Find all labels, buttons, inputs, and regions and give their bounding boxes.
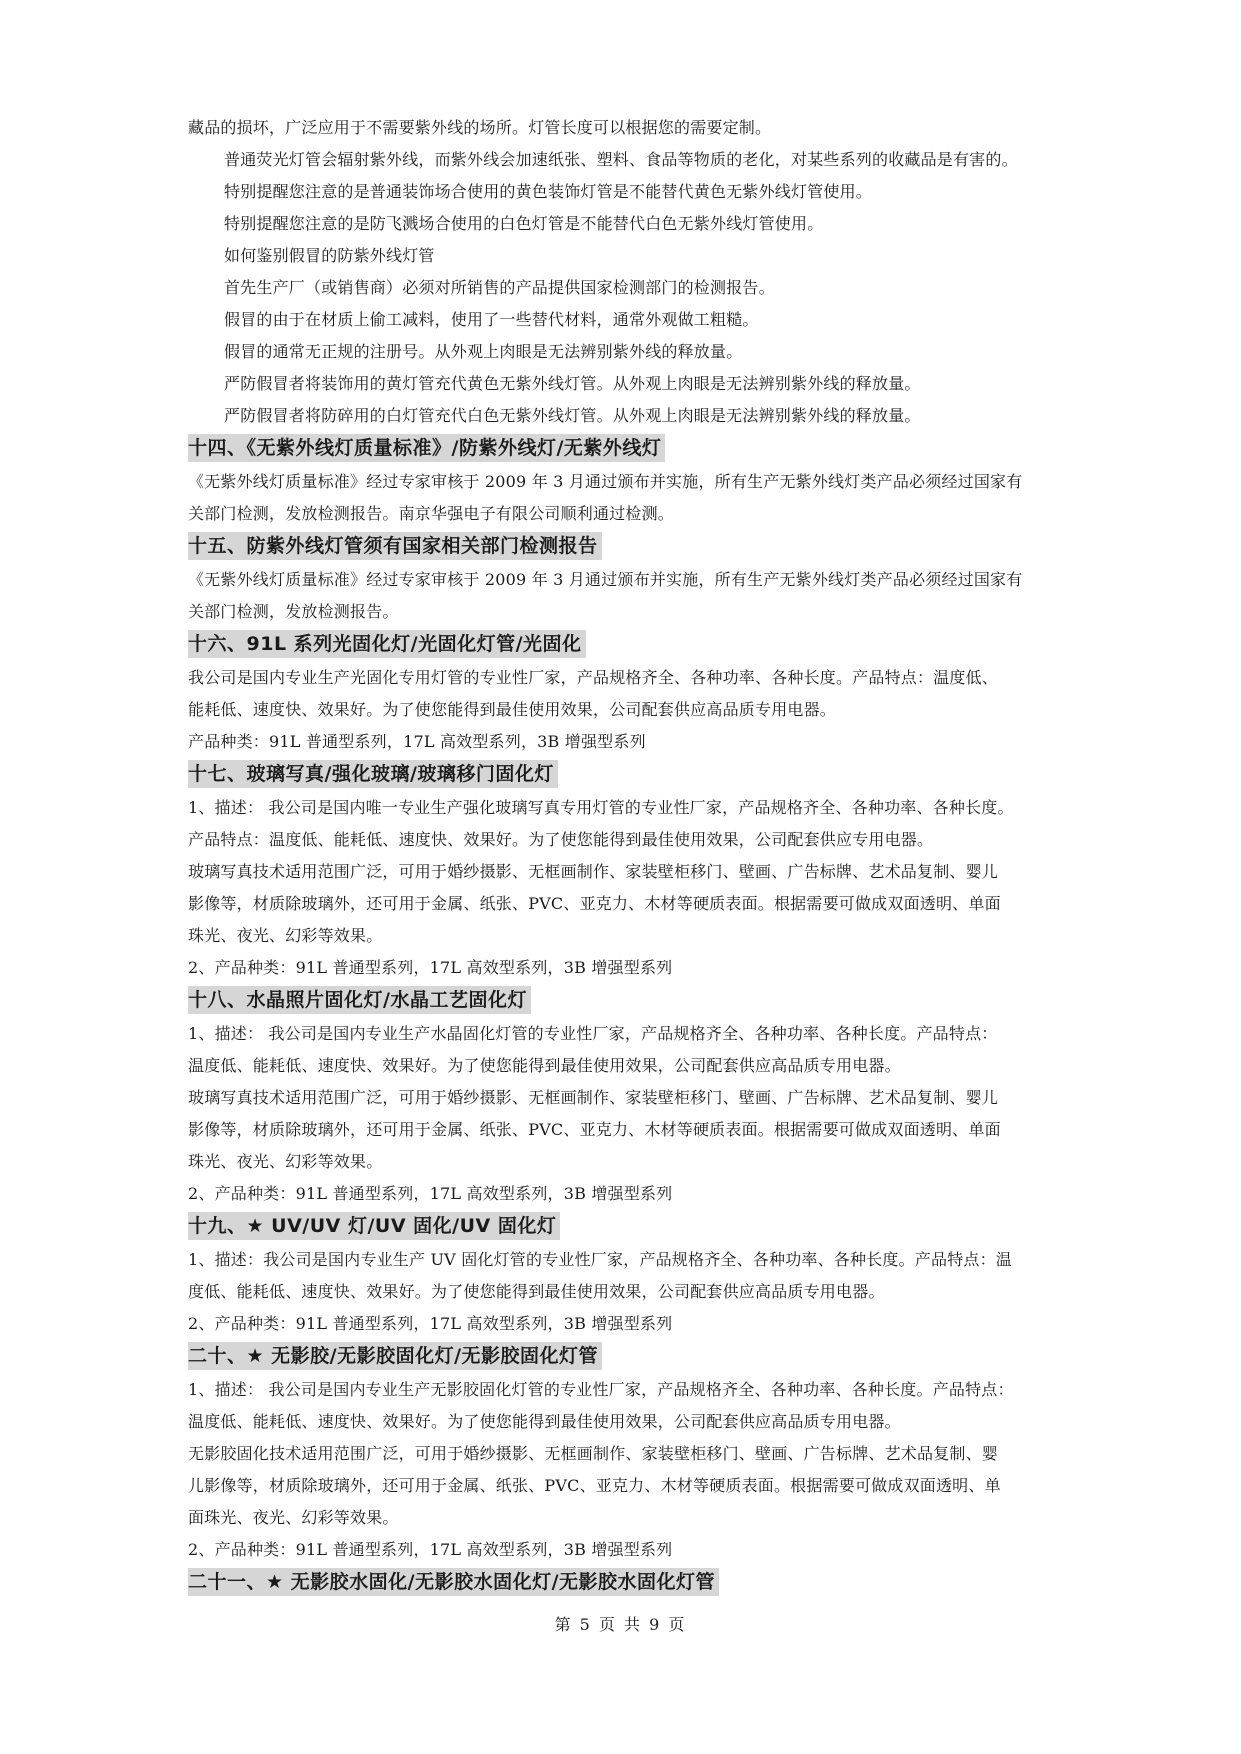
section-line: 1、描述：我公司是国内专业生产 UV 固化灯管的专业性厂家，产品规格齐全、各种功率、各种长度。产品特点：温 (188, 1250, 1012, 1269)
section-line: 温度低、能耗低、速度快、效果好。为了使您能得到最佳使用效果，公司配套供应高品质专用电器。 (188, 1412, 901, 1431)
section-line: 2、产品种类：91L 普通型系列，17L 高效型系列，3B 增强型系列 (188, 1314, 673, 1333)
page-footer: 第 5 页 共 9 页 (554, 1615, 687, 1634)
section-line: 温度低、能耗低、速度快、效果好。为了使您能得到最佳使用效果，公司配套供应高品质专用电器。 (188, 1056, 901, 1075)
section-line: 产品种类：91L 普通型系列，17L 高效型系列，3B 增强型系列 (188, 732, 646, 751)
section-line: 玻璃写真技术适用范围广泛，可用于婚纱摄影、无框画制作、家装壁柜移门、壁画、广告标牌、艺术品复制、婴儿 (188, 1088, 999, 1107)
section-line: 儿影像等，材质除玻璃外，还可用于金属、纸张、PVC、亚克力、木材等硬质表面。根据需要可做成双面透明、单 (188, 1476, 1001, 1495)
section-line: 珠光、夜光、幻彩等效果。 (188, 926, 383, 945)
intro-line-5: 首先生产厂（或销售商）必须对所销售的产品提供国家检测部门的检测报告。 (224, 278, 775, 297)
document-body (188, 112, 1128, 1600)
intro-line-7: 假冒的通常无正规的注册号。从外观上肉眼是无法辨别紫外线的释放量。 (224, 342, 743, 361)
section-line: 1、描述： 我公司是国内专业生产水晶固化灯管的专业性厂家，产品规格齐全、各种功率、各种长度。产品特点： (188, 1024, 998, 1043)
section-line: 能耗低、速度快、效果好。为了使您能得到最佳使用效果，公司配套供应高品质专用电器。 (188, 700, 837, 719)
intro-line-6: 假冒的由于在材质上偷工减料，使用了一些替代材料，通常外观做工粗糙。 (224, 310, 759, 329)
intro-line-3: 特别提醒您注意的是防飞溅场合使用的白色灯管是不能替代白色无紫外线灯管使用。 (224, 214, 824, 233)
section-line: 2、产品种类：91L 普通型系列，17L 高效型系列，3B 增强型系列 (188, 1540, 673, 1559)
section-line: 无影胶固化技术适用范围广泛，可用于婚纱摄影、无框画制作、家装壁柜移门、壁画、广告标牌、艺术品复制、婴 (188, 1444, 999, 1463)
section-heading (188, 1568, 1128, 1596)
section-heading (188, 434, 1128, 462)
section-heading-text: 二十、★ 无影胶/无影胶固化灯/无影胶固化灯管 (188, 1342, 602, 1370)
section-line: 《无紫外线灯质量标准》经过专家审核于 2009 年 3 月通过颁布并实施，所有生产无紫外线灯类产品必须经过国家有 (188, 570, 1023, 589)
intro-line-4: 如何鉴别假冒的防紫外线灯管 (224, 246, 435, 265)
section-line: 面珠光、夜光、幻彩等效果。 (188, 1508, 399, 1527)
intro-line-0: 藏品的损坏，广泛应用于不需要紫外线的场所。灯管长度可以根据您的需要定制。 (188, 118, 772, 137)
intro-line-9: 严防假冒者将防碎用的白灯管充代白色无紫外线灯管。从外观上肉眼是无法辨别紫外线的释放量。 (224, 406, 921, 425)
section-line: 关部门检测，发放检测报告。 (188, 602, 399, 621)
section-line: 影像等，材质除玻璃外，还可用于金属、纸张、PVC、亚克力、木材等硬质表面。根据需要可做成双面透明、单面 (188, 1120, 1001, 1139)
section-heading-text: 十五、防紫外线灯管须有国家相关部门检测报告 (188, 532, 602, 560)
section-line: 2、产品种类：91L 普通型系列，17L 高效型系列，3B 增强型系列 (188, 958, 673, 977)
section-heading-text: 二十一、★ 无影胶水固化/无影胶水固化灯/无影胶水固化灯管 (188, 1568, 719, 1596)
section-heading (188, 760, 1128, 788)
section-heading-text: 十九、★ UV/UV 灯/UV 固化/UV 固化灯 (188, 1212, 560, 1240)
section-line: 1、描述： 我公司是国内专业生产无影胶固化灯管的专业性厂家，产品规格齐全、各种功率、各种长度。产品特点： (188, 1380, 1014, 1399)
section-line: 关部门检测，发放检测报告。南京华强电子有限公司顺利通过检测。 (188, 504, 675, 523)
section-line: 玻璃写真技术适用范围广泛，可用于婚纱摄影、无框画制作、家装壁柜移门、壁画、广告标牌、艺术品复制、婴儿 (188, 862, 999, 881)
intro-line-2: 特别提醒您注意的是普通装饰场合使用的黄色装饰灯管是不能替代黄色无紫外线灯管使用。 (224, 182, 873, 201)
section-line: 珠光、夜光、幻彩等效果。 (188, 1152, 383, 1171)
section-heading-text: 十八、水晶照片固化灯/水晶工艺固化灯 (188, 986, 531, 1014)
section-line: 度低、能耗低、速度快、效果好。为了使您能得到最佳使用效果，公司配套供应高品质专用电器。 (188, 1282, 885, 1301)
section-line: 2、产品种类：91L 普通型系列，17L 高效型系列，3B 增强型系列 (188, 1184, 673, 1203)
section-heading-text: 十六、91L 系列光固化灯/光固化灯管/光固化 (188, 630, 586, 658)
intro-line-1: 普通荧光灯管会辐射紫外线，而紫外线会加速纸张、塑料、食品等物质的老化，对某些系列的收藏品是有害的。 (224, 150, 1018, 169)
intro-line-8: 严防假冒者将装饰用的黄灯管充代黄色无紫外线灯管。从外观上肉眼是无法辨别紫外线的释放量。 (224, 374, 921, 393)
section-heading-text: 十四、《无紫外线灯质量标准》/防紫外线灯/无紫外线灯 (188, 434, 665, 462)
section-line: 1、描述： 我公司是国内唯一专业生产强化玻璃写真专用灯管的专业性厂家，产品规格齐全、各种功率、各种长度。 (188, 798, 1014, 817)
section-heading (188, 532, 1128, 560)
section-line: 我公司是国内专业生产光固化专用灯管的专业性厂家，产品规格齐全、各种功率、各种长度。产品特点：温度低、 (188, 668, 999, 687)
section-line: 《无紫外线灯质量标准》经过专家审核于 2009 年 3 月通过颁布并实施，所有生产无紫外线灯类产品必须经过国家有 (188, 472, 1023, 491)
section-heading (188, 630, 1128, 658)
section-heading (188, 1212, 1128, 1240)
section-heading (188, 1342, 1128, 1370)
section-heading-text: 十七、玻璃写真/强化玻璃/玻璃移门固化灯 (188, 760, 558, 788)
section-line: 产品特点：温度低、能耗低、速度快、效果好。为了使您能得到最佳使用效果，公司配套供应专用电器。 (188, 830, 934, 849)
section-line: 影像等，材质除玻璃外，还可用于金属、纸张、PVC、亚克力、木材等硬质表面。根据需要可做成双面透明、单面 (188, 894, 1001, 913)
section-heading (188, 986, 1128, 1014)
